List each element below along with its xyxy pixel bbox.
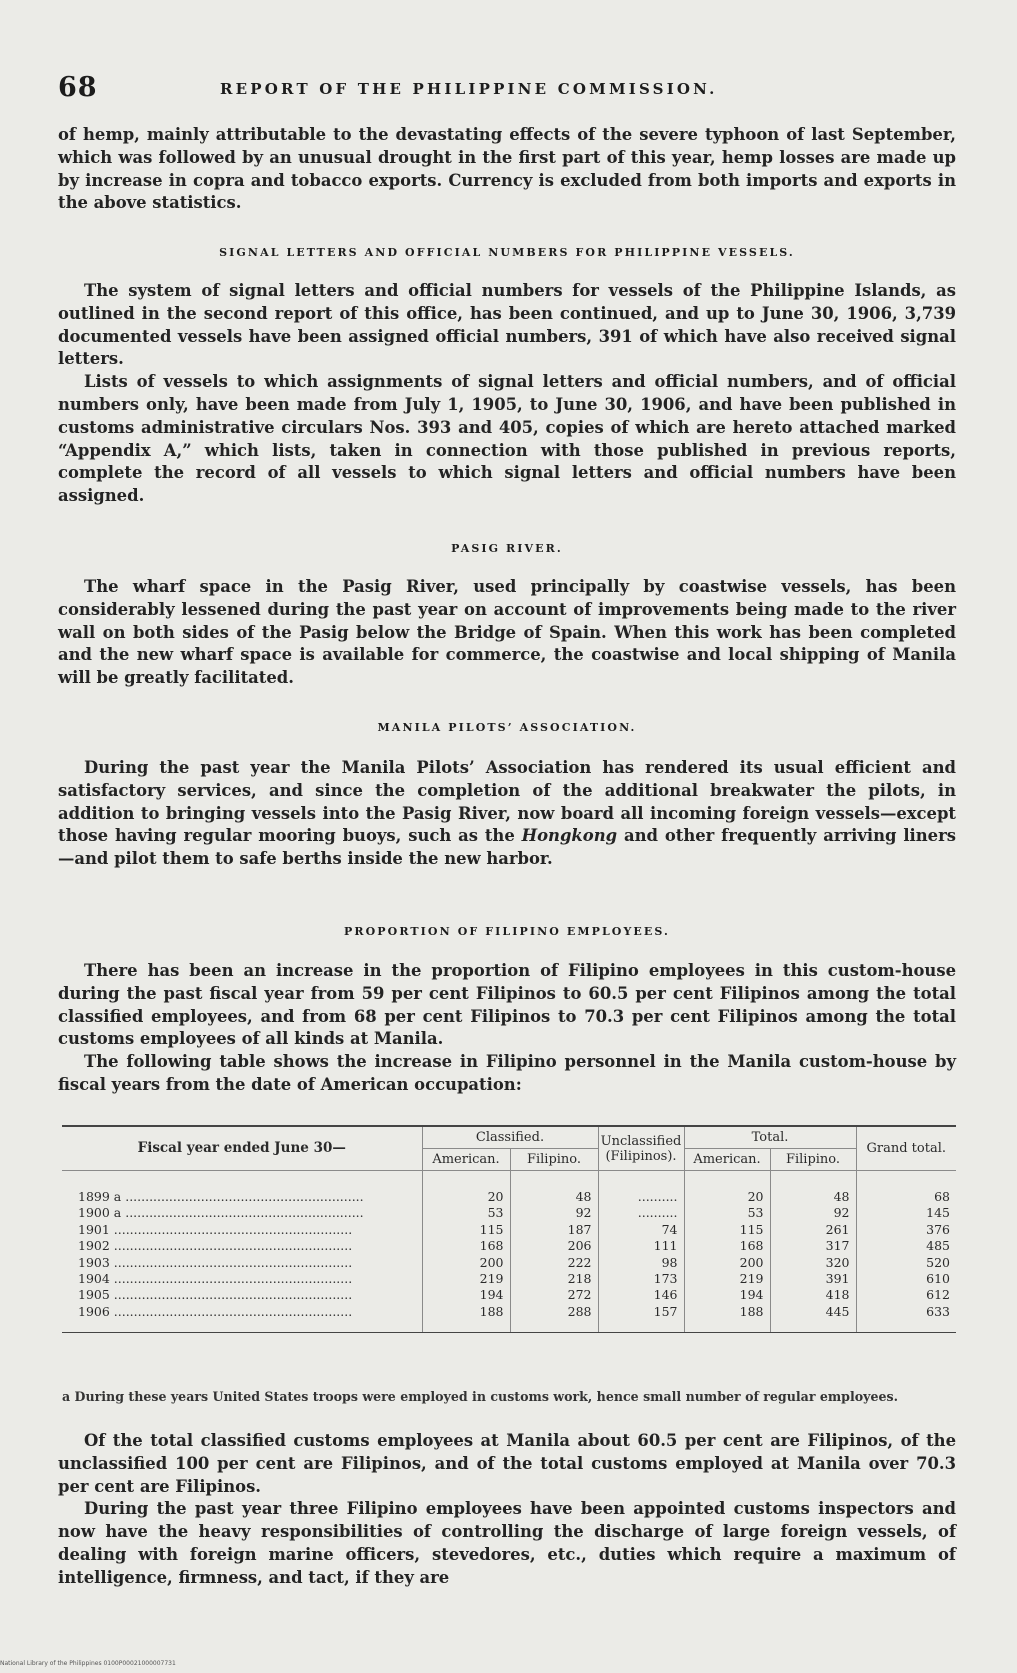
table-row [62,1287,956,1303]
table-row [62,1304,956,1333]
col-header-grand-total: Grand total. [856,1126,956,1171]
fiscal-year-label: 1904 [78,1271,110,1287]
table-footnote: a During these years United States troops were employed in customs work, hence small number of regular employees. [62,1389,898,1404]
filipino-section-body [58,960,956,1097]
cell-fiscal-year [62,1271,422,1287]
closing-section-body [58,1430,956,1590]
scan-stamp: National Library of the Philippines 0100P00021000007731 [0,1660,176,1667]
table-body [62,1171,956,1333]
col-header-fiscal-year: Fiscal year ended June 30— [62,1126,422,1171]
cell-fiscal-year [62,1287,422,1303]
cell-total-filipino: 92 [770,1205,856,1221]
cell-classified-filipino: 222 [510,1255,598,1271]
closing-paragraph-2: During the past year three Filipino employees have been appointed customs inspectors and now have the heavy responsibilities of controlling the discharge of large foreign vessels, of dealing with foreign marine officers, stevedores, etc., duties which require a maximum of intelligence, firmness, and tact, if they are [58,1499,956,1587]
cell-unclassified: 111 [598,1238,684,1254]
table-row [62,1271,956,1287]
heading-pilots-association: MANILA PILOTS’ ASSOCIATION. [377,721,637,734]
cell-total-filipino: 48 [770,1171,856,1206]
cell-fiscal-year [62,1205,422,1221]
pilots-section-body [58,757,956,871]
cell-classified-filipino: 92 [510,1205,598,1221]
cell-classified-american: 194 [422,1287,510,1303]
pilots-paragraph [58,757,956,871]
intro-paragraph: of hemp, mainly attributable to the devastating effects of the severe typhoon of last September, which was followed by an unusual drought in the first part of this year, hemp losses are made up by increase in copra and tobacco exports. Currency is excluded from both imports and exports in the above statistics. [58,125,956,213]
cell-classified-filipino: 288 [510,1304,598,1333]
cell-fiscal-year [62,1255,422,1271]
cell-total-american: 168 [684,1238,770,1254]
cell-total-american: 194 [684,1287,770,1303]
cell-classified-filipino: 48 [510,1171,598,1206]
col-header-classified-filipino: Filipino. [510,1149,598,1171]
cell-classified-filipino: 218 [510,1271,598,1287]
signal-paragraph-2: Lists of vessels to which assignments of signal letters and official numbers, and of official numbers only, have been made from July 1, 1905, to June 30, 1906, and have been published in customs administrative circulars Nos. 393 and 405, copies of which are hereto attached marked “Appendix A,” which lists, taken in connection with those published in previous reports, complete the record of all vessels to which signal letters and official numbers have been assigned. [58,372,956,506]
cell-classified-american: 188 [422,1304,510,1333]
cell-grand-total: 633 [856,1304,956,1333]
ship-name-hongkong: Hongkong [521,826,618,846]
fiscal-year-label: 1899 a [78,1189,122,1204]
cell-total-filipino: 317 [770,1238,856,1254]
fiscal-year-label: 1906 [78,1303,110,1319]
heading-filipino-employees: PROPORTION OF FILIPINO EMPLOYEES. [344,925,670,938]
cell-grand-total: 68 [856,1171,956,1206]
pasig-paragraph: The wharf space in the Pasig River, used principally by coastwise vessels, has been considerably lessened during the past year on account of improvements being made to the river wall on both sides of the Pasig below the Bridge of Spain. When this work has been completed and the new wharf space is available for commerce, the coastwise and local shipping of Manila will be greatly facilitated. [58,577,956,688]
leader-dots: ............................................................ [109,1271,353,1287]
group-header-total: Total. [684,1126,856,1149]
cell-total-filipino: 261 [770,1222,856,1238]
fiscal-year-label: 1903 [78,1254,110,1270]
closing-paragraph-1: Of the total classified customs employees at Manila about 60.5 per cent are Filipinos, of the unclassified 100 per cent are Filipinos, and of the total customs employed at Manila over 70.3 per cent are Filipinos. [58,1431,956,1496]
cell-classified-american: 168 [422,1238,510,1254]
cell-total-american: 188 [684,1304,770,1333]
cell-total-american: 200 [684,1255,770,1271]
cell-unclassified: 98 [598,1255,684,1271]
cell-total-filipino: 418 [770,1287,856,1303]
cell-total-american: 115 [684,1222,770,1238]
group-header-classified: Classified. [422,1126,598,1149]
cell-unclassified: 146 [598,1287,684,1303]
leader-dots: ............................................................ [109,1287,353,1303]
leader-dots: ............................................................ [109,1303,353,1319]
col-header-unclassified: Unclassified (Filipinos). [598,1126,684,1171]
cell-classified-american: 115 [422,1222,510,1238]
table-row [62,1238,956,1254]
cell-total-american: 53 [684,1205,770,1221]
leader-dots: ............................................................ [109,1238,353,1254]
cell-unclassified: 157 [598,1304,684,1333]
fiscal-year-label: 1901 [78,1221,110,1237]
table-row [62,1255,956,1271]
cell-grand-total: 612 [856,1287,956,1303]
pilots-text-a: During the past year the Manila Pilots’ Association has rendered its usual efficient and satisfactory services, and since the completion of the additional breakwater the pilots, in addition to bringing vessels into the Pasig River, now board all incoming foreign vessels—except those having regular mooring buoys, such as the [58,758,956,846]
signal-section-body [58,280,956,508]
cell-fiscal-year [62,1304,422,1333]
cell-unclassified: .......... [598,1171,684,1206]
page-header [58,72,958,112]
cell-grand-total: 520 [856,1255,956,1271]
table-row [62,1222,956,1238]
cell-fiscal-year [62,1222,422,1238]
running-title: REPORT OF THE PHILIPPINE COMMISSION. [220,80,718,98]
heading-signal-letters: SIGNAL LETTERS AND OFFICIAL NUMBERS FOR PHILIPPINE VESSELS. [219,246,795,259]
signal-paragraph-1: The system of signal letters and official numbers for vessels of the Philippine Islands, as outlined in the second report of this office, has been continued, and up to June 30, 1906, 3,739 documented vessels have been assigned official numbers, 391 of which have also received signal letters. [58,281,956,369]
cell-classified-american: 219 [422,1271,510,1287]
leader-dots: ............................................................ [109,1254,353,1270]
cell-total-american: 219 [684,1271,770,1287]
leader-dots: ............................................................ [121,1205,364,1221]
cell-grand-total: 610 [856,1271,956,1287]
filipino-paragraph-1: There has been an increase in the proportion of Filipino employees in this custom-house during the past fiscal year from 59 per cent Filipinos to 60.5 per cent Filipinos among the total classified employees, and from 68 per cent Filipinos to 70.3 per cent Filipinos among the total customs employees of all kinds at Manila. [58,961,956,1049]
cell-classified-american: 200 [422,1255,510,1271]
cell-classified-filipino: 187 [510,1222,598,1238]
cell-grand-total: 485 [856,1238,956,1254]
page-number: 68 [58,72,98,103]
cell-grand-total: 376 [856,1222,956,1238]
cell-grand-total: 145 [856,1205,956,1221]
fiscal-year-label: 1905 [78,1287,110,1303]
cell-unclassified: 74 [598,1222,684,1238]
personnel-table [62,1125,956,1333]
col-header-classified-american: American. [422,1149,510,1171]
intro-paragraph-block [58,124,956,215]
col-header-total-american: American. [684,1149,770,1171]
fiscal-year-label: 1902 [78,1238,110,1254]
cell-total-filipino: 391 [770,1271,856,1287]
filipino-paragraph-2: The following table shows the increase in Filipino personnel in the Manila custom-house by fiscal years from the date of American occupation: [58,1052,956,1094]
cell-unclassified: 173 [598,1271,684,1287]
cell-total-filipino: 320 [770,1255,856,1271]
leader-dots: ............................................................ [109,1221,353,1237]
table-row [62,1205,956,1221]
pasig-section-body [58,576,956,690]
pilots-text-b: and other frequently arriving liners—and pilot them to safe berths inside the new harbor. [58,826,956,869]
fiscal-year-label: 1900 a [78,1205,122,1221]
col-header-total-filipino: Filipino. [770,1149,856,1171]
cell-classified-filipino: 272 [510,1287,598,1303]
heading-pasig-river: PASIG RIVER. [451,542,563,555]
cell-classified-american: 53 [422,1205,510,1221]
cell-unclassified: .......... [598,1205,684,1221]
cell-total-american: 20 [684,1171,770,1206]
cell-classified-american: 20 [422,1171,510,1206]
cell-fiscal-year [62,1238,422,1254]
table-row [62,1171,956,1206]
cell-classified-filipino: 206 [510,1238,598,1254]
cell-total-filipino: 445 [770,1304,856,1333]
cell-fiscal-year [62,1171,422,1206]
leader-dots: ............................................................ [121,1189,364,1204]
